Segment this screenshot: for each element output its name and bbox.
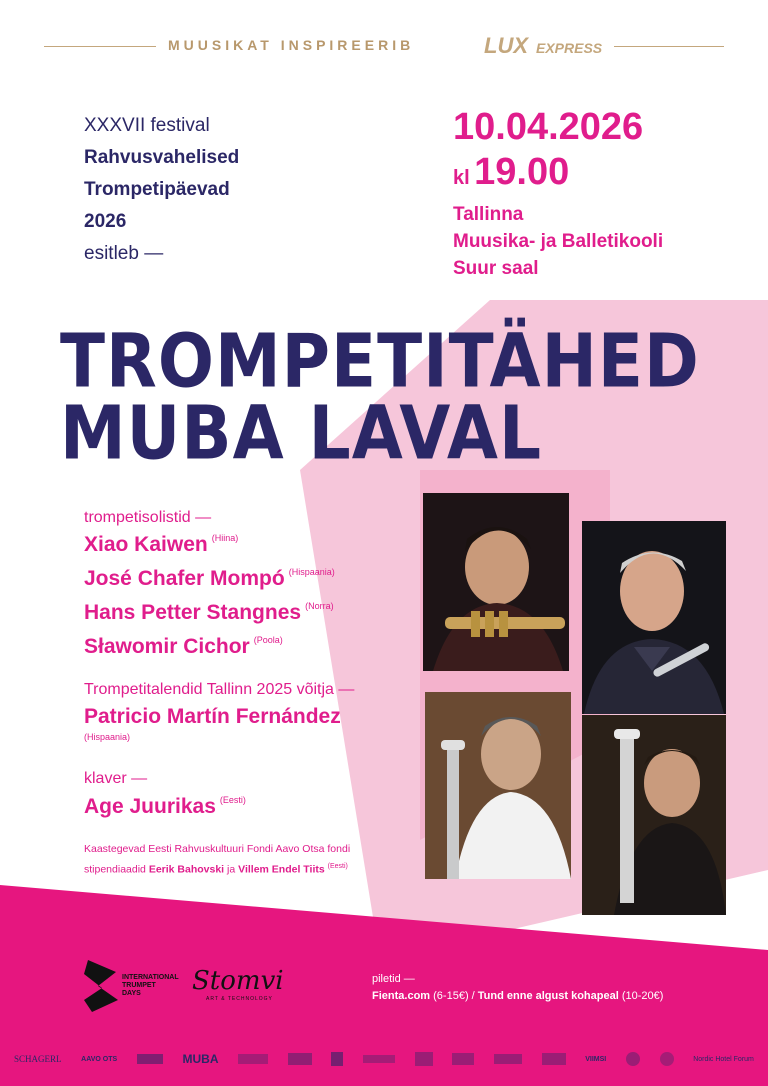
intro-line: esitleb — <box>84 243 164 264</box>
sponsor-logo <box>288 1053 312 1065</box>
lux-express-logo: LUX <box>484 33 528 58</box>
ticket-info <box>372 971 663 1005</box>
logo-text: INTERNATIONAL <box>122 974 179 981</box>
pianist-country: (Eesti) <box>219 795 246 805</box>
stomvi-text: Stomvi <box>192 966 284 996</box>
event-time <box>453 151 569 194</box>
soloist-name-text: Xiao Kaiwen <box>84 533 208 556</box>
sponsor-logo <box>452 1053 474 1065</box>
sponsor-logo <box>542 1053 566 1065</box>
stomvi-logo <box>192 966 284 1002</box>
sponsor-logo <box>137 1054 163 1064</box>
sponsor-logo <box>415 1052 433 1066</box>
pianist-name-text: Age Juurikas <box>84 795 216 818</box>
soloist-photo-hans-petter <box>425 692 571 879</box>
banner-line-right <box>614 46 724 47</box>
tickets-label: piletid — <box>372 973 415 985</box>
sponsor-logo <box>363 1055 395 1063</box>
sponsor-strip <box>14 1048 754 1070</box>
soloists-label: trompetisolistid — <box>84 509 212 526</box>
soloist-name-text: Sławomir Cichor <box>84 635 250 658</box>
venue-line: Tallinna <box>453 204 524 225</box>
banner-tagline: MUUSIKAT INSPIREERIB <box>168 37 415 53</box>
piano-label: klaver — <box>84 770 148 787</box>
ticket-door: Tund enne algust kohapeal <box>477 990 619 1002</box>
soloist-photo-xiao-kaiwen <box>423 493 569 671</box>
time-value: 19.00 <box>474 151 570 193</box>
credit-country: (Eesti) <box>327 863 348 870</box>
logo-text: DAYS <box>122 990 141 997</box>
ticket-site-price: (6-15€) / <box>433 990 475 1002</box>
credits-line: stipendiaadid <box>84 863 146 876</box>
sponsor-logo <box>238 1054 268 1064</box>
trumpet-days-logo <box>82 960 179 1012</box>
soloist-country: (Hispaania) <box>288 567 335 577</box>
sponsor-logo-viimsi: VIIMSI <box>585 1055 607 1063</box>
sponsor-logo <box>494 1054 522 1064</box>
sponsor-logo-aavo-ots: AAVO OTS <box>81 1055 118 1063</box>
sponsor-logo <box>626 1052 640 1066</box>
headline-line-2: MUBA LAVAL <box>60 390 543 477</box>
soloist-country: (Hiina) <box>211 533 239 543</box>
talent-name: Patricio Martín Fernández <box>84 705 341 728</box>
intro-line: Trompetipäevad <box>84 179 230 200</box>
soloist-country: (Norra) <box>305 601 334 611</box>
credit-name: Eerik Bahovski <box>148 863 225 876</box>
credits-text <box>84 841 404 879</box>
event-date: 10.04.2026 <box>453 106 644 148</box>
trumpet-days-icon <box>82 960 122 1012</box>
event-venue <box>453 201 663 282</box>
ticket-site-link[interactable]: Fienta.com <box>372 990 431 1002</box>
venue-line: Muusika- ja Balletikooli <box>453 231 664 252</box>
lux-express-logo-sub: EXPRESS <box>536 40 603 56</box>
headline-line-1: TROMPETITÄHED <box>60 318 700 405</box>
festival-intro <box>84 110 239 270</box>
soloist-photo-slawomir-cichor <box>582 715 726 915</box>
credits-and: ja <box>227 863 236 876</box>
talent-label: Trompetitalendid Tallinn 2025 võitja — <box>84 681 355 698</box>
logo-text: TRUMPET <box>122 982 156 989</box>
pianist-name <box>84 795 246 819</box>
intro-line: Rahvusvahelised <box>84 147 240 168</box>
soloist-name <box>84 601 334 625</box>
talent-country: (Hispaania) <box>84 732 131 742</box>
stomvi-sub: ART & TECHNOLOGY <box>206 996 273 1002</box>
intro-line: XXXVII festival <box>84 115 210 136</box>
soloist-name-text: Hans Petter Stangnes <box>84 601 302 624</box>
banner-line-left <box>44 46 156 47</box>
venue-line: Suur saal <box>453 258 539 279</box>
intro-line: 2026 <box>84 211 127 232</box>
soloist-name <box>84 533 238 557</box>
sponsor-logo <box>660 1052 674 1066</box>
sponsor-logo <box>331 1052 343 1066</box>
soloist-name-text: José Chafer Mompó <box>84 567 285 590</box>
sponsor-logo-muba: MUBA <box>182 1052 219 1066</box>
soloist-photo-jose-chafer <box>582 521 726 714</box>
soloist-name <box>84 635 283 659</box>
credits-line: Kaastegevad Eesti Rahvuskultuuri Fondi Aavo Otsa fondi <box>84 843 351 855</box>
ticket-door-price: (10-20€) <box>621 990 664 1002</box>
time-prefix: kl <box>453 167 470 189</box>
sponsor-logo-schagerl: SCHAGERL <box>14 1054 62 1064</box>
soloist-name <box>84 567 335 591</box>
credit-name: Villem Endel Tiits <box>238 863 325 876</box>
sponsor-logo-nordic-hotel: Nordic Hotel Forum <box>693 1055 754 1063</box>
soloist-country: (Poola) <box>253 635 283 645</box>
